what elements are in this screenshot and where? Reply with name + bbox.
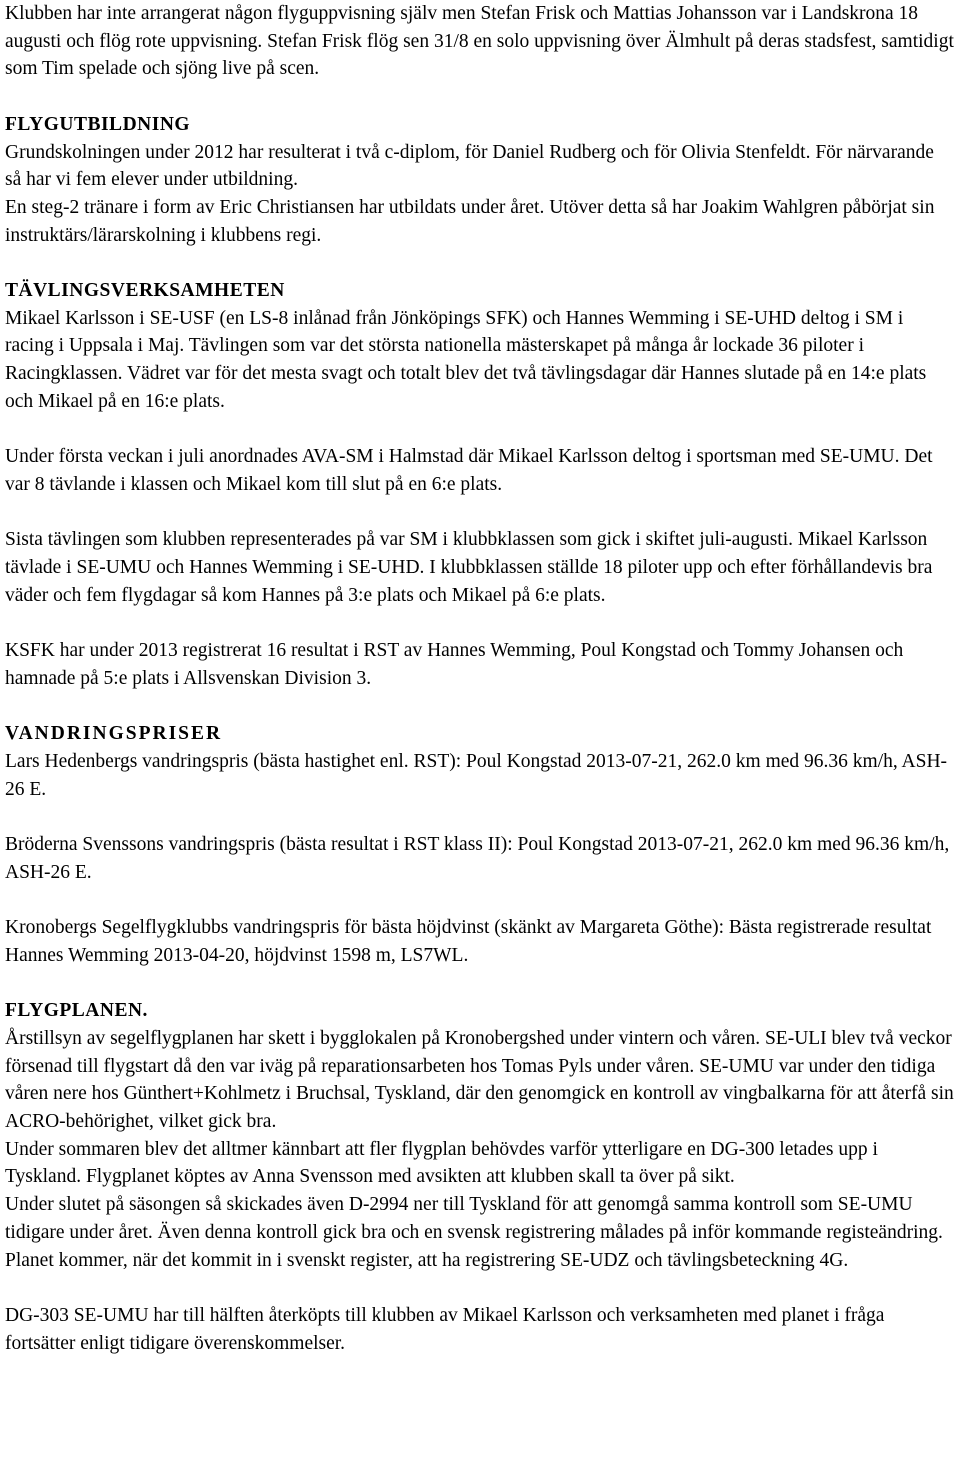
flygplanen-section bbox=[5, 997, 954, 1357]
intro-paragraph: Klubben har inte arrangerat någon flyguppvisning själv men Stefan Frisk och Mattias Johansson var i Landskrona 18 augusti och flög rote uppvisning. Stefan Frisk flög sen 31/8 en solo uppvisning över Älmhult på deras stadsfest, samtidigt som Tim spelade och sjöng live på scen. bbox=[5, 3, 954, 80]
flygutbildning-section bbox=[5, 111, 954, 250]
tavling-paragraph-2: Under första veckan i juli anordnades AVA-SM i Halmstad där Mikael Karlsson deltog i sportsman med SE-UMU. Det var 8 tävlande i klassen och Mikael kom till slut på en 6:e plats. bbox=[5, 446, 933, 495]
flygutbildning-paragraph-2: En steg-2 tränare i form av Eric Christiansen har utbildats under året. Utöver detta så har Joakim Wahlgren påbörjat sin instruktärs/lärarskolning i klubbens regi. bbox=[5, 196, 935, 246]
section-heading-flygutbildning: FLYGUTBILDNING bbox=[5, 113, 191, 135]
flygplanen-paragraph-3: Under slutet på säsongen så skickades även D-2994 ner till Tyskland för att genomgå samma kontroll som SE-UMU tidigare under året. Även denna kontroll gick bra och en svensk registrering målades på inför kommande registeändring. Planet kommer, när det kommit in i svenskt register, att ha registrering SE-UDZ och tävlingsbeteckning 4G. bbox=[5, 1194, 943, 1271]
tavling-paragraph-4: KSFK har under 2013 registrerat 16 resultat i RST av Hannes Wemming, Poul Kongstad och Tommy Johansen och hamnade på 5:e plats i Allsvenskan Division 3. bbox=[5, 640, 904, 689]
section-heading-vandringspriser: VANDRINGSPRISER bbox=[5, 723, 223, 745]
flygutbildning-paragraph-1: Grundskolningen under 2012 har resulterat i två c-diplom, för Daniel Rudberg och för Olivia Stenfeldt. För närvarande så har vi fem elever under utbildning. bbox=[5, 141, 934, 191]
section-heading-flygplanen: FLYGPLANEN. bbox=[5, 1000, 148, 1022]
flygplanen-paragraph-2: Under sommaren blev det alltmer kännbart att fler flygplan behövdes varför ytterligare en DG-300 letades upp i Tyskland. Flygplanet köptes av Anna Svensson med avsikten att klubben skall ta över på sikt. bbox=[5, 1138, 878, 1188]
vandringspriser-paragraph-3: Kronobergs Segelflygklubbs vandringspris för bästa höjdvinst (skänkt av Margareta Göthe): Bästa registrerade resultat Hannes Wemming 2013-04-20, höjdvinst 1598 m, LS7WL. bbox=[5, 917, 932, 966]
tavling-paragraph-1: Mikael Karlsson i SE-USF (en LS-8 inlånad från Jönköpings SFK) och Hannes Wemming i SE-UHD deltog i SM i racing i Uppsala i Maj. Tävlingen som var det största nationella mästerskapet på många år lockade 36 piloter i Racingklassen. Vädret var för det mesta svagt och totalt blev det två tävlingsdagar där Hannes slutade på en 14:e plats och Mikael på en 16:e plats. bbox=[5, 307, 927, 412]
section-heading-tavling: TÄVLINGSVERKSAMHETEN bbox=[5, 280, 285, 301]
tavling-paragraph-3: Sista tävlingen som klubben representerades på var SM i klubbklassen som gick i skiftet juli-augusti. Mikael Karlsson tävlade i SE-UMU och Hannes Wemming i SE-UHD. I klubbklassen ställde 18 piloter upp och efter förhållandevis bra väder och fem flygdagar så kom Hannes på 3:e plats och Mikael på 6:e plats. bbox=[5, 529, 933, 606]
tavling-section bbox=[5, 277, 954, 693]
flygplanen-paragraph-1: Årstillsyn av segelflygplanen har skett i bygglokalen på Kronobergshed under vintern och våren. SE-ULI blev två veckor försenad till flygstart då den var iväg på reparationsarbeten hos Tomas Pyls under våren. SE-UMU var under den tidiga våren nere hos Günthert+Kohlmetz i Bruchsal, Tyskland, där den genomgick en kontroll av vingbalkarna för att återfå sin ACRO-behörighet, vilket gick bra. bbox=[5, 1027, 954, 1132]
vandringspriser-paragraph-1: Lars Hedenbergs vandringspris (bästa hastighet enl. RST): Poul Kongstad 2013-07-21, 262.0 km med 96.36 km/h, ASH-26 E. bbox=[5, 750, 948, 800]
intro-section bbox=[5, 0, 954, 83]
vandringspriser-paragraph-2: Bröderna Svenssons vandringspris (bästa resultat i RST klass II): Poul Kongstad 2013-07-21, 262.0 km med 96.36 km/h, ASH-26 E. bbox=[5, 833, 950, 883]
flygplanen-paragraph-4: DG-303 SE-UMU har till hälften återköpts till klubben av Mikael Karlsson och verksamheten med planet i fråga fortsätter enligt tidigare överenskommelser. bbox=[5, 1304, 885, 1354]
vandringspriser-section bbox=[5, 720, 954, 969]
